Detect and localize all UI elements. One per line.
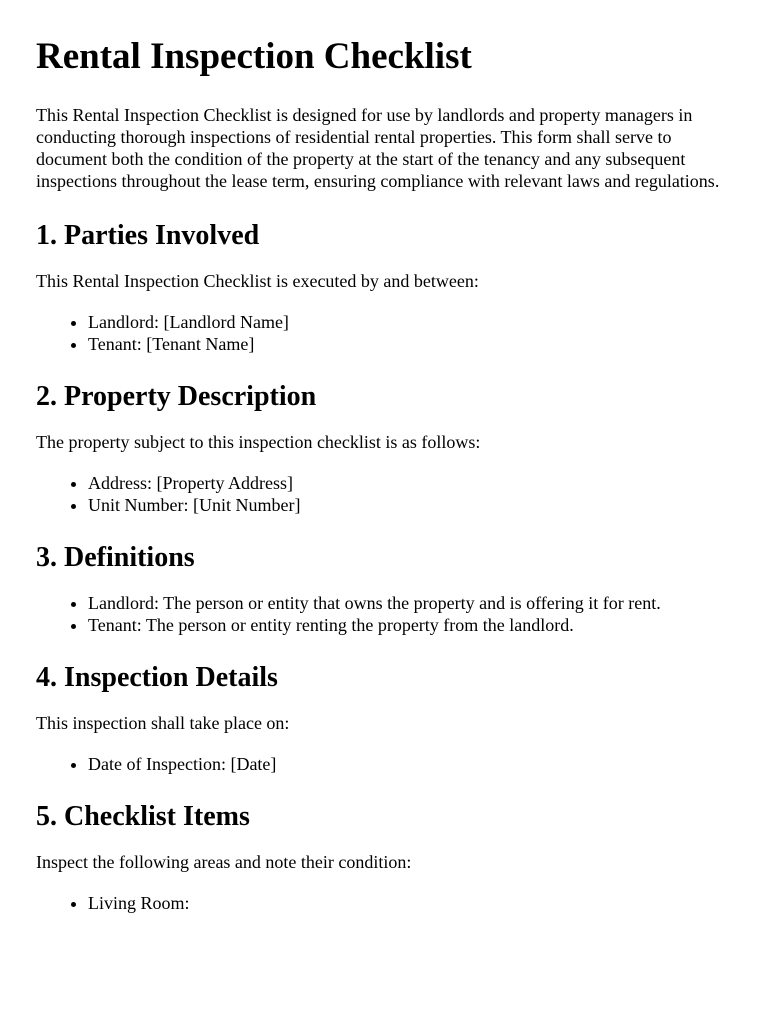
list-item: • Tenant: The person or entity renting the property from the landlord. <box>88 614 734 636</box>
section-definitions <box>36 542 734 636</box>
section-list <box>36 472 734 516</box>
document-title: Rental Inspection Checklist <box>36 36 472 77</box>
section-text: This Rental Inspection Checklist is executed by and between: <box>36 271 479 291</box>
section-heading: 3. Definitions <box>36 542 195 573</box>
section-heading: 5. Checklist Items <box>36 801 250 832</box>
section-heading: 1. Parties Involved <box>36 220 260 251</box>
document-body <box>36 104 734 940</box>
list-item: • Landlord: The person or entity that owns the property and is offering it for rent. <box>88 592 734 614</box>
section-heading: 4. Inspection Details <box>36 662 278 693</box>
section-list <box>36 311 734 355</box>
list-item: • Address: [Property Address] <box>88 472 734 494</box>
section-heading: 2. Property Description <box>36 381 317 412</box>
section-text: Inspect the following areas and note their condition: <box>36 852 412 872</box>
section-property-description <box>36 381 734 516</box>
section-checklist-items <box>36 801 734 914</box>
section-text: The property subject to this inspection checklist is as follows: <box>36 432 481 452</box>
list-item: • Living Room: <box>88 892 734 914</box>
section-list <box>36 592 734 636</box>
list-item: • Tenant: [Tenant Name] <box>88 333 734 355</box>
list-item: • Date of Inspection: [Date] <box>88 753 734 775</box>
list-item: • Unit Number: [Unit Number] <box>88 494 734 516</box>
section-parties-involved <box>36 220 734 355</box>
section-inspection-details <box>36 662 734 775</box>
list-item: • Landlord: [Landlord Name] <box>88 311 734 333</box>
section-list <box>36 892 734 914</box>
section-text: This inspection shall take place on: <box>36 713 290 733</box>
intro-paragraph: This Rental Inspection Checklist is designed for use by landlords and property managers in conducting thorough inspections of residential rental properties. This form shall serve to document both the condition of the property at the start of the tenancy and any subsequent inspections throughout the lease term, ensuring compliance with relevant laws and regulations. <box>36 105 720 191</box>
section-list <box>36 753 734 775</box>
